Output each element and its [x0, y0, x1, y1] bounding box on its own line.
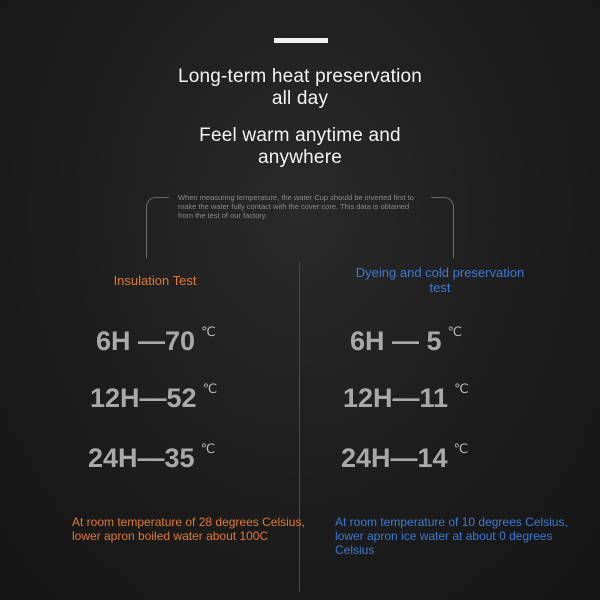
insulation-reading-6h	[96, 326, 216, 361]
reading-value: 24H—14	[341, 443, 448, 473]
reading-value: 12H—52	[90, 383, 197, 413]
celsius-unit: ℃	[447, 324, 463, 339]
bracket-right-decoration	[431, 197, 454, 258]
headline-feel-warm	[0, 125, 600, 169]
headline-line: Feel warm anytime and	[199, 125, 401, 146]
celsius-unit: ℃	[202, 381, 218, 396]
headline-line: anywhere	[258, 147, 342, 168]
cold-footnote: At room temperature of 10 degrees Celsius, lower apron ice water at about 0 degrees Celsius	[335, 515, 568, 557]
headline-heat-preservation	[0, 66, 600, 110]
insulation-reading-24h	[88, 443, 215, 478]
celsius-unit: ℃	[201, 324, 216, 339]
cold-reading-24h	[341, 443, 468, 478]
headline-line: Long-term heat preservation	[177, 66, 423, 87]
measurement-note-text: When measuring temperature, the water Cup should be inverted first to make the water fully contact with the cover core. This data is obtained from the test of our factory.	[178, 193, 414, 220]
cold-reading-6h	[350, 326, 462, 361]
celsius-unit: ℃	[453, 441, 469, 456]
reading-value: 12H—11	[343, 383, 449, 413]
reading-value: 24H—35	[88, 443, 195, 473]
cold-preservation-test-title: Dyeing and cold preservation test	[355, 265, 525, 295]
cold-reading-12h	[343, 383, 469, 418]
celsius-unit: ℃	[454, 381, 469, 396]
bracket-left-decoration	[146, 197, 169, 258]
decorative-bar	[274, 38, 328, 43]
headline-line: all day	[271, 88, 329, 109]
measurement-note	[146, 193, 454, 257]
reading-value: 6H —70	[96, 326, 196, 356]
insulation-test-title: Insulation Test	[113, 273, 197, 288]
insulation-reading-12h	[90, 383, 217, 418]
insulation-footnote: At room temperature of 28 degrees Celsius, lower apron boiled water about 100C	[72, 515, 305, 543]
celsius-unit: ℃	[200, 441, 216, 456]
reading-value: 6H — 5	[350, 326, 442, 356]
